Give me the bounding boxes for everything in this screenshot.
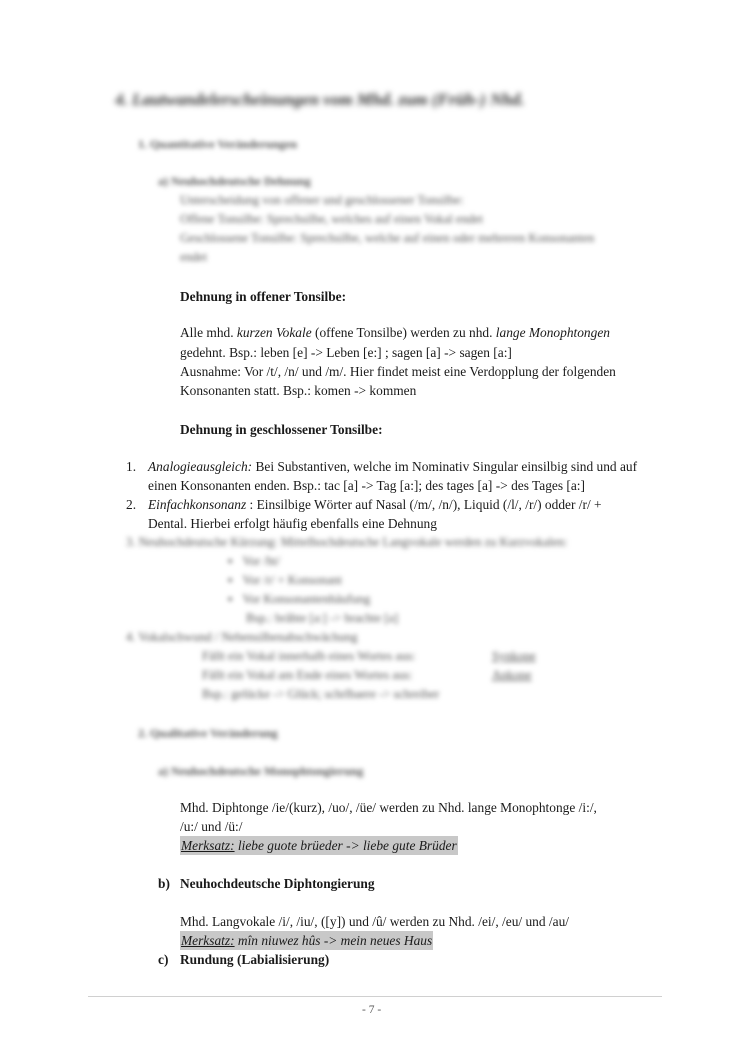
- list-term: Analogieausgleich:: [148, 459, 253, 474]
- open-syllable-paragraph-line-4: Konsonanten statt. Bsp.: komen -> kommen: [180, 383, 417, 398]
- list-item-4: 4. Vokalschwund / Nebensilbenabschwächung: [126, 630, 358, 644]
- merksatz-text: liebe guote brüeder -> liebe gute Brüder: [234, 838, 457, 853]
- list-item-2-cont: Dental. Hierbei erfolgt häufig ebenfalls eine Dehnung: [148, 516, 437, 531]
- merksatz-1: [180, 836, 458, 855]
- list-number: 2.: [126, 497, 137, 512]
- subsection-a-line-3: Geschlossene Tonsilbe: Sprechsilbe, welche auf einen oder mehreren Konsonanten: [180, 231, 595, 245]
- text: (offene Tonsilbe) werden zu nhd.: [311, 325, 496, 340]
- subsection-2c-title: Rundung (Labialisierung): [180, 952, 330, 967]
- subsection-2b-label: b): [158, 876, 170, 891]
- open-syllable-paragraph-line-1: [180, 323, 610, 342]
- list-item-3-bullet-1: ▪ Vor /ht/: [228, 552, 280, 571]
- section-1-title: 1. Quantitative Veränderungen: [138, 137, 298, 151]
- subsection-2c-label: c): [158, 952, 169, 967]
- open-syllable-title: Dehnung in offener Tonsilbe:: [180, 289, 347, 304]
- list-item-1: [126, 457, 637, 476]
- subsection-a-line-1: Unterscheidung von offener und geschlossener Tonsilbe:: [180, 193, 464, 207]
- open-syllable-paragraph-line-3: Ausnahme: Vor /t/, /n/ und /m/. Hier findet meist eine Verdopplung der folgenden: [180, 364, 616, 379]
- list-item-4-row-2-right: Apkope: [492, 668, 532, 682]
- closed-syllable-title: Dehnung in geschlossener Tonsilbe:: [180, 422, 383, 437]
- section-2-title: 2. Qualitative Veränderung: [138, 726, 278, 740]
- subsection-a-line-2: Offene Tonsilbe: Sprechsilbe, welches auf einen Vokal endet: [180, 212, 483, 226]
- monophtong-line-2: /u:/ und /ü:/: [180, 819, 243, 834]
- list-item-4-example: Bsp.: gelücke -> Glück; schrîbaere -> schreiber: [202, 687, 440, 701]
- list-text: : Einsilbige Wörter auf Nasal (/m/, /n/), Liquid (/l/, /r/) odder /r/ +: [246, 497, 602, 512]
- list-text: Bei Substantiven, welche im Nominativ Singular einsilbig sind und auf: [252, 459, 638, 474]
- merksatz-text: mîn niuwez hûs -> mein neues Haus: [234, 933, 433, 948]
- merksatz-label: Merksatz:: [181, 933, 235, 948]
- chapter-heading: 4. Lautwandelerscheinungen vom Mhd. zum (Früh-) Nhd.: [115, 90, 525, 109]
- subsection-2a-title: a) Neuhochdeutsche Monophtongierung: [158, 764, 364, 778]
- list-term: Einfachkonsonanz: [148, 497, 247, 512]
- list-item-3-example: Bsp.: brâhte [a:] -> brachte [a]: [246, 611, 399, 625]
- list-item-1-cont: einen Konsonanten enden. Bsp.: tac [a] -> Tag [a:]; des tages [a] -> des Tages [a:]: [148, 478, 585, 493]
- list-item-3-bullet-3: ▪ Vor Konsonantenhäufung: [228, 590, 370, 609]
- subsection-a-title: a) Neuhochdeutsche Dehnung: [158, 174, 311, 188]
- open-syllable-paragraph-line-2: gedehnt. Bsp.: leben [e] -> Leben [e:] ; sagen [a] -> sagen [a:]: [180, 345, 512, 360]
- text-italic: kurzen Vokale: [236, 325, 312, 340]
- list-item-3: 3. Neuhochdeutsche Kürzung: Mittelhochdeutsche Langvokale werden zu Kurzvokalen:: [126, 535, 568, 549]
- list-item-4-row-2-left: Fällt ein Vokal am Ende eines Wortes aus:: [202, 668, 413, 682]
- text: Alle mhd.: [180, 325, 237, 340]
- monophtong-line-1: Mhd. Diphtonge /ie/(kurz), /uo/, /üe/ werden zu Nhd. lange Monophtonge /i:/,: [180, 800, 597, 815]
- list-item-4-row-1-right: Synkope: [492, 649, 536, 663]
- merksatz-label: Merksatz:: [181, 838, 235, 853]
- text-italic: lange Monophtongen: [495, 325, 610, 340]
- subsection-a-line-4: endet: [180, 250, 208, 264]
- list-item-4-row-1-left: Fällt ein Vokal innerhalb eines Wortes aus:: [202, 649, 416, 663]
- page-number: - 7 -: [362, 1004, 382, 1016]
- footer-divider: [88, 996, 662, 997]
- list-item-3-bullet-2: ▪ Vor /r/ + Konsonant: [228, 571, 342, 590]
- merksatz-2: [180, 931, 433, 950]
- list-number: 1.: [126, 459, 137, 474]
- diphtong-line-1: Mhd. Langvokale /i/, /iu/, ([y]) und /û/ werden zu Nhd. /ei/, /eu/ und /au/: [180, 914, 569, 929]
- list-item-2: [126, 495, 602, 514]
- subsection-2b-title: Neuhochdeutsche Diphtongierung: [180, 876, 375, 891]
